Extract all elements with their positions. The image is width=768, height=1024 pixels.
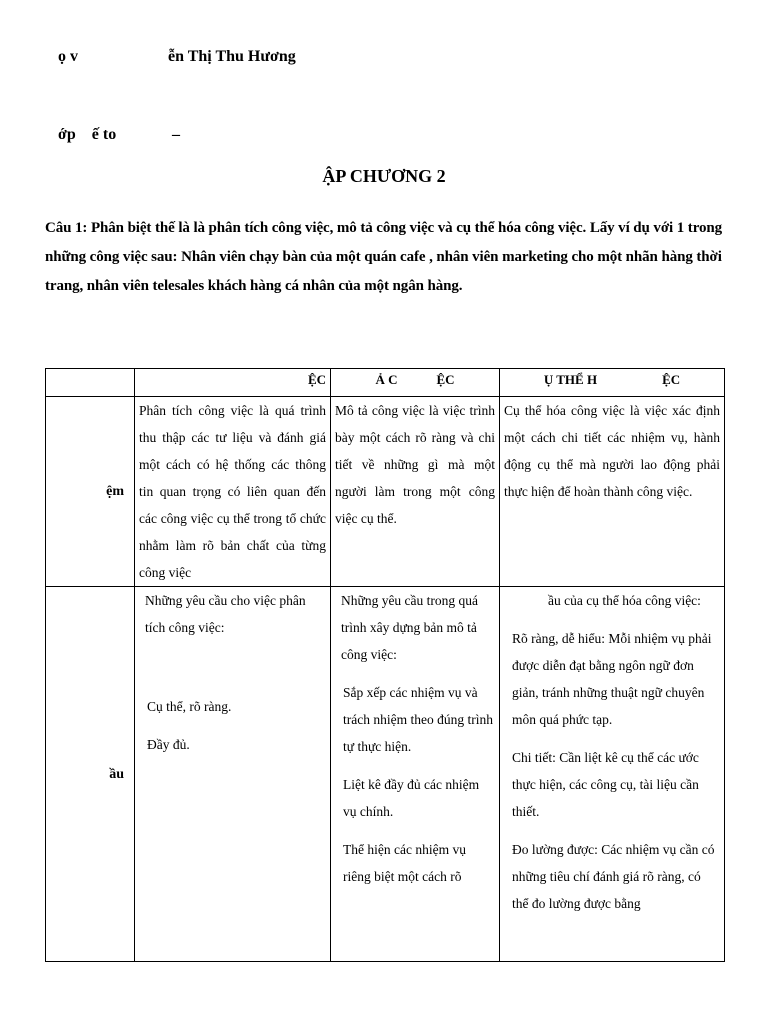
specification-req-intro: ầu của cụ thể hóa công việc: [548,593,701,608]
comparison-table [45,368,725,962]
student-name: ễn Thị Thu Hương [168,48,296,65]
cell-description-concept: Mô tả công việc là việc trình bày một cách rõ ràng và chi tiết về những gì mà một người làm trong một công việc cụ thể. [331,397,500,587]
specification-req-item: Rõ ràng, dễ hiểu: Mỗi nhiệm vụ phải được diễn đạt bằng ngôn ngữ đơn giản, tránh những thuật ngữ chuyên môn quá phức tạp. [512,631,712,727]
table-row [46,397,725,587]
cell-specification-concept: Cụ thể hóa công việc là việc xác định một cách chi tiết các nhiệm vụ, hành động cụ thể mà người lao động phải thực hiện để hoàn thành công việc. [500,397,725,587]
table-header-row [46,369,725,397]
description-req-item: Thể hiện các nhiệm vụ riêng biệt một cách rõ [343,842,466,884]
class-dash: – [172,126,180,143]
description-req-item: Sắp xếp các nhiệm vụ và trách nhiệm theo đúng trình tự thực hiện. [343,685,493,754]
class-label: ớp ế to [58,126,117,143]
header-specification: Ụ THỂ H ỆC [500,369,725,397]
student-name-label: ọ v [58,48,78,65]
analysis-req-item: Cụ thể, rõ ràng. [147,699,232,714]
analysis-req-intro: Những yêu cầu cho việc phân tích công việc: [145,593,306,635]
row-label-concept: ệm [46,397,135,587]
description-req-intro: Những yêu cầu trong quá trình xây dựng bản mô tả công việc: [341,593,479,662]
header-cell-empty [46,369,135,397]
specification-req-item: Chi tiết: Cần liệt kê cụ thể các ước thực hiện, các công cụ, tài liệu cần thiết. [512,750,699,819]
description-req-item: Liệt kê đầy đủ các nhiệm vụ chính. [343,777,480,819]
cell-analysis-requirements [135,587,331,962]
specification-req-item: Đo lường được: Các nhiệm vụ cần có những tiêu chí đánh giá rõ ràng, có thể đo lường được bằng [512,842,715,911]
header-analysis: ỆC [135,369,331,397]
question-text: Câu 1: Phân biệt thế là là phân tích công việc, mô tả công việc và cụ thể hóa công việc. Lấy ví dụ với 1 trong những công việc sau: Nhân viên chạy bàn của một quán cafe , nhân viên marketing cho một nhãn hàng thời trang, nhân viên telesales khách hàng cá nhân của một ngân hàng. [45,220,723,294]
page-title: ẬP CHƯƠNG 2 [322,166,446,186]
header-description: Ả C ỆC [331,369,500,397]
table-row [46,587,725,962]
cell-description-requirements [331,587,500,962]
row-label-requirements: ầu [46,587,135,962]
cell-specification-requirements [500,587,725,962]
analysis-req-item: Đầy đủ. [147,737,190,752]
cell-analysis-concept: Phân tích công việc là quá trình thu thập các tư liệu và đánh giá một cách có hệ thống các thông tin quan trọng có liên quan đến các công việc cụ thể trong tổ chức nhằm làm rõ bản chất của từng công việc [135,397,331,587]
